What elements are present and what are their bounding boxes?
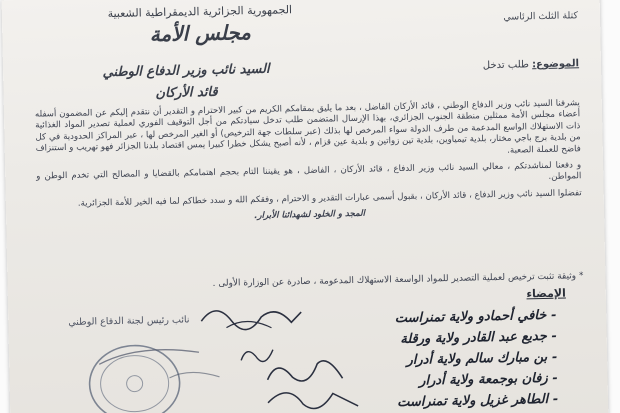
signatory-item: - جديع عبد القادر ولاية ورقلة [357, 326, 557, 351]
signature-scribble-3-icon [263, 381, 364, 413]
addressee-line-2: قائد الأركان [155, 84, 218, 102]
body-paragraph-1: يشرفنا السيد نائب وزير الدفاع الوطني ، قائد الأركان الفاضل ، بعد ما يليق بمقامكم الكريم من كبير الاحترام و التقدير أن نتقدم إليكم عن المضمون أسفله أعضاء مجلس الأمة ممثلين منطقة الجنوب الجزائري، بهذا الإرسال المتضمن طلب تدخل سيادتكم من أجل التوقيف الفوري لعملية تصدير المواد الغذائية ذات الاستهلاك الواسع المدعمة من طرف الدولة سواء المرخص لها بذلك (عبر سلطات جهة الترخيص) أو الغير المرخص لها ، عبر المراكز الحدودية في كل من بلدية برج باجي مختار، بلدية تيمياوين، بلدية تين زواتين و بلدية عين قزام ، لأنه أصبح يشكل خطرا كبيرا يمس اقتصاد بلدنا الجزائر فهو تهريب و استنزاف فاضح للعملة الصعبة. [34, 98, 581, 156]
attachment-note: * وثيقة تثبت ترخيص لعملية التصدير للمواد الواسعة الاستهلاك المدعومة ، صادرة عن الوزارة الأولى . [212, 271, 584, 289]
signatory-item: - خافي أحمادو ولاية تمنراست [356, 305, 556, 330]
addressee-line-1: السيد نائب وزير الدفاع الوطني [102, 61, 270, 81]
signatory-item: - بن مبارك سالم ولاية أدرار [357, 347, 557, 372]
letterhead [100, 2, 301, 48]
institution-name: مجلس الأمة [149, 20, 252, 47]
addressee-block [71, 58, 302, 107]
republic-name: الجمهورية الجزائرية الديمقراطية الشعبية [107, 3, 293, 21]
bloc-name: كتلة الثلث الرئاسي [503, 10, 579, 23]
letter-body [35, 98, 582, 232]
body-paragraph-2: و دفعنا لمناشدتكم ، معالي السيد نائب وزير الدفاع ، قائد الأركان ، الفاضل ، هو يقيننا التام بحجم اهتمامكم بالقضايا و المصالح التي تخدم الوطن و المواطن. [36, 160, 582, 183]
stamp-label: نائب رئيس لجنة الدفاع الوطني [68, 314, 190, 328]
body-paragraph-3: تفضلوا السيد نائب وزير الدفاع ، قائد الأركان ، بقبول أسمى عبارات التقدير و الاحترام ، وفقكم الله و سدد خطاكم لما فيه الخير للأمة الجزائرية. [77, 188, 582, 209]
signatory-item: - زفان بوجمعة ولاية أدرار [357, 368, 557, 393]
subject-line [483, 58, 579, 71]
signatory-item: - الطاهر غزيل ولاية تمنراست [358, 389, 558, 413]
signatories-list [356, 305, 558, 413]
subject-value: طلب تدخل [482, 59, 530, 72]
signature-heading: الإمضاء [526, 286, 566, 301]
signature-scribble-4-icon [237, 340, 278, 371]
closing-motto: المجد و الخلود لشهدائنا الأبرار. [254, 208, 366, 222]
subject-label: الموضوع: [531, 58, 580, 71]
signature-scribble-1-icon [196, 294, 307, 336]
letter-page [2, 0, 609, 413]
